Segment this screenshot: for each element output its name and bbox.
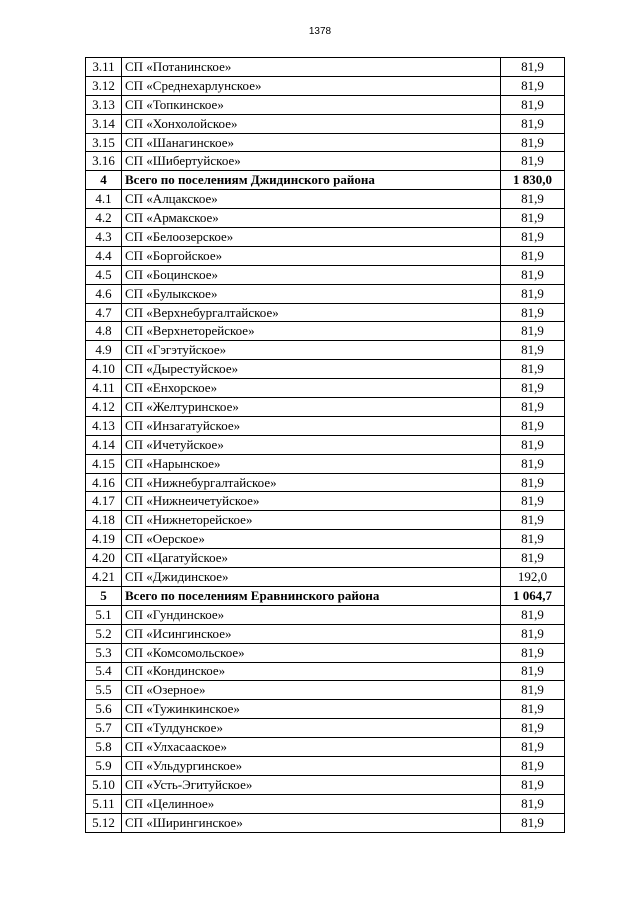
row-number: 3.15	[86, 133, 122, 152]
amount-value: 81,9	[501, 398, 565, 417]
table-row	[86, 813, 565, 832]
table-row	[86, 398, 565, 417]
amount-value: 81,9	[501, 738, 565, 757]
amount-value: 81,9	[501, 209, 565, 228]
amount-value: 81,9	[501, 549, 565, 568]
amount-value: 81,9	[501, 473, 565, 492]
amount-value: 1 064,7	[501, 586, 565, 605]
settlement-name: СП «Шанагинское»	[122, 133, 501, 152]
row-number: 5.3	[86, 643, 122, 662]
row-number: 3.16	[86, 152, 122, 171]
row-number: 5.6	[86, 700, 122, 719]
amount-value: 81,9	[501, 322, 565, 341]
settlement-name: СП «Потанинское»	[122, 58, 501, 77]
table-row	[86, 756, 565, 775]
table-row	[86, 643, 565, 662]
amount-value: 81,9	[501, 379, 565, 398]
table-row	[86, 568, 565, 587]
amount-value: 81,9	[501, 624, 565, 643]
table-row	[86, 284, 565, 303]
table-body	[86, 58, 565, 833]
amount-value: 81,9	[501, 360, 565, 379]
table-row	[86, 624, 565, 643]
table-row	[86, 681, 565, 700]
row-number: 4.10	[86, 360, 122, 379]
settlement-name: СП «Целинное»	[122, 794, 501, 813]
amount-value: 81,9	[501, 58, 565, 77]
table-row	[86, 152, 565, 171]
settlement-name: СП «Исингинское»	[122, 624, 501, 643]
settlement-name: СП «Оерское»	[122, 530, 501, 549]
page-number: 1378	[308, 26, 332, 37]
settlement-name: СП «Нижнеторейское»	[122, 511, 501, 530]
row-number: 5.11	[86, 794, 122, 813]
row-number: 4.18	[86, 511, 122, 530]
amount-value: 81,9	[501, 435, 565, 454]
settlement-name: СП «Кондинское»	[122, 662, 501, 681]
table-row	[86, 794, 565, 813]
settlement-name: СП «Среднехарлунское»	[122, 76, 501, 95]
table-row	[86, 549, 565, 568]
table-row	[86, 605, 565, 624]
settlement-name: СП «Боргойское»	[122, 246, 501, 265]
table-row	[86, 76, 565, 95]
settlement-name: СП «Енхорское»	[122, 379, 501, 398]
table-row	[86, 228, 565, 247]
district-total-row	[86, 171, 565, 190]
row-number: 4.17	[86, 492, 122, 511]
table-row	[86, 95, 565, 114]
settlement-name: СП «Озерное»	[122, 681, 501, 700]
row-number: 4.1	[86, 190, 122, 209]
row-number: 5.8	[86, 738, 122, 757]
allocation-table	[85, 57, 565, 833]
row-number: 3.13	[86, 95, 122, 114]
table-row	[86, 530, 565, 549]
amount-value: 81,9	[501, 492, 565, 511]
row-number: 5.12	[86, 813, 122, 832]
amount-value: 81,9	[501, 76, 565, 95]
amount-value: 81,9	[501, 794, 565, 813]
amount-value: 81,9	[501, 454, 565, 473]
amount-value: 81,9	[501, 719, 565, 738]
table-row	[86, 435, 565, 454]
row-number: 4.13	[86, 416, 122, 435]
row-number: 4	[86, 171, 122, 190]
amount-value: 81,9	[501, 152, 565, 171]
table-row	[86, 492, 565, 511]
settlement-name: СП «Усть-Эгитуйское»	[122, 775, 501, 794]
table-row	[86, 360, 565, 379]
table-row	[86, 58, 565, 77]
amount-value: 81,9	[501, 246, 565, 265]
settlement-name: СП «Тулдунское»	[122, 719, 501, 738]
row-number: 4.4	[86, 246, 122, 265]
amount-value: 81,9	[501, 284, 565, 303]
amount-value: 81,9	[501, 681, 565, 700]
table-row	[86, 473, 565, 492]
row-number: 4.11	[86, 379, 122, 398]
row-number: 3.14	[86, 114, 122, 133]
table-row	[86, 416, 565, 435]
amount-value: 81,9	[501, 700, 565, 719]
row-number: 5.4	[86, 662, 122, 681]
row-number: 3.12	[86, 76, 122, 95]
settlement-name: СП «Топкинское»	[122, 95, 501, 114]
row-number: 3.11	[86, 58, 122, 77]
settlement-name: СП «Ширингинское»	[122, 813, 501, 832]
row-number: 4.6	[86, 284, 122, 303]
amount-value: 81,9	[501, 605, 565, 624]
settlement-name: СП «Шибертуйское»	[122, 152, 501, 171]
table-row	[86, 322, 565, 341]
table-row	[86, 246, 565, 265]
settlement-name: СП «Комсомольское»	[122, 643, 501, 662]
amount-value: 81,9	[501, 662, 565, 681]
amount-value: 81,9	[501, 265, 565, 284]
settlement-name: СП «Ульдургинское»	[122, 756, 501, 775]
row-number: 4.9	[86, 341, 122, 360]
settlement-name: СП «Нижнеичетуйское»	[122, 492, 501, 511]
settlement-name: СП «Армакское»	[122, 209, 501, 228]
settlement-name: СП «Гундинское»	[122, 605, 501, 624]
table-row	[86, 341, 565, 360]
amount-value: 81,9	[501, 643, 565, 662]
amount-value: 81,9	[501, 756, 565, 775]
table-row	[86, 700, 565, 719]
row-number: 5.9	[86, 756, 122, 775]
settlement-name: СП «Алцакское»	[122, 190, 501, 209]
table-row	[86, 454, 565, 473]
row-number: 5.7	[86, 719, 122, 738]
table-row	[86, 303, 565, 322]
amount-value: 81,9	[501, 775, 565, 794]
row-number: 5.1	[86, 605, 122, 624]
row-number: 4.15	[86, 454, 122, 473]
amount-value: 81,9	[501, 228, 565, 247]
table-row	[86, 265, 565, 284]
settlement-name: СП «Хонхолойское»	[122, 114, 501, 133]
row-number: 4.12	[86, 398, 122, 417]
row-number: 4.2	[86, 209, 122, 228]
amount-value: 81,9	[501, 190, 565, 209]
row-number: 5	[86, 586, 122, 605]
settlement-name: СП «Боцинское»	[122, 265, 501, 284]
amount-value: 81,9	[501, 511, 565, 530]
settlement-name: СП «Нарынское»	[122, 454, 501, 473]
row-number: 4.14	[86, 435, 122, 454]
row-number: 5.2	[86, 624, 122, 643]
settlement-name: СП «Белоозерское»	[122, 228, 501, 247]
row-number: 4.7	[86, 303, 122, 322]
row-number: 5.10	[86, 775, 122, 794]
amount-value: 81,9	[501, 133, 565, 152]
amount-value: 1 830,0	[501, 171, 565, 190]
row-number: 4.20	[86, 549, 122, 568]
row-number: 4.16	[86, 473, 122, 492]
settlement-name: СП «Джидинское»	[122, 568, 501, 587]
table-row	[86, 114, 565, 133]
row-number: 4.5	[86, 265, 122, 284]
settlement-name: СП «Тужинкинское»	[122, 700, 501, 719]
table-row	[86, 209, 565, 228]
row-number: 4.3	[86, 228, 122, 247]
table-row	[86, 133, 565, 152]
amount-value: 81,9	[501, 341, 565, 360]
table-row	[86, 738, 565, 757]
row-number: 4.19	[86, 530, 122, 549]
settlement-name: СП «Дырестуйское»	[122, 360, 501, 379]
district-total-row	[86, 586, 565, 605]
amount-value: 81,9	[501, 530, 565, 549]
amount-value: 81,9	[501, 114, 565, 133]
amount-value: 81,9	[501, 813, 565, 832]
settlement-name: СП «Инзагатуйское»	[122, 416, 501, 435]
table-row	[86, 775, 565, 794]
table-row	[86, 662, 565, 681]
settlement-name: СП «Нижнебургалтайское»	[122, 473, 501, 492]
amount-value: 81,9	[501, 95, 565, 114]
table-row	[86, 511, 565, 530]
amount-value: 81,9	[501, 303, 565, 322]
settlement-name: Всего по поселениям Джидинского района	[122, 171, 501, 190]
settlement-name: СП «Желтуринское»	[122, 398, 501, 417]
settlement-name: СП «Улхасааское»	[122, 738, 501, 757]
row-number: 4.21	[86, 568, 122, 587]
settlement-name: СП «Верхнеторейское»	[122, 322, 501, 341]
settlement-name: СП «Булыкское»	[122, 284, 501, 303]
settlement-name: СП «Ичетуйское»	[122, 435, 501, 454]
table-row	[86, 719, 565, 738]
settlement-name: СП «Гэгэтуйское»	[122, 341, 501, 360]
amount-value: 81,9	[501, 416, 565, 435]
amount-value: 192,0	[501, 568, 565, 587]
row-number: 5.5	[86, 681, 122, 700]
row-number: 4.8	[86, 322, 122, 341]
table-row	[86, 379, 565, 398]
settlement-name: СП «Верхнебургалтайское»	[122, 303, 501, 322]
settlement-name: Всего по поселениям Еравнинского района	[122, 586, 501, 605]
settlement-name: СП «Цагатуйское»	[122, 549, 501, 568]
table-row	[86, 190, 565, 209]
